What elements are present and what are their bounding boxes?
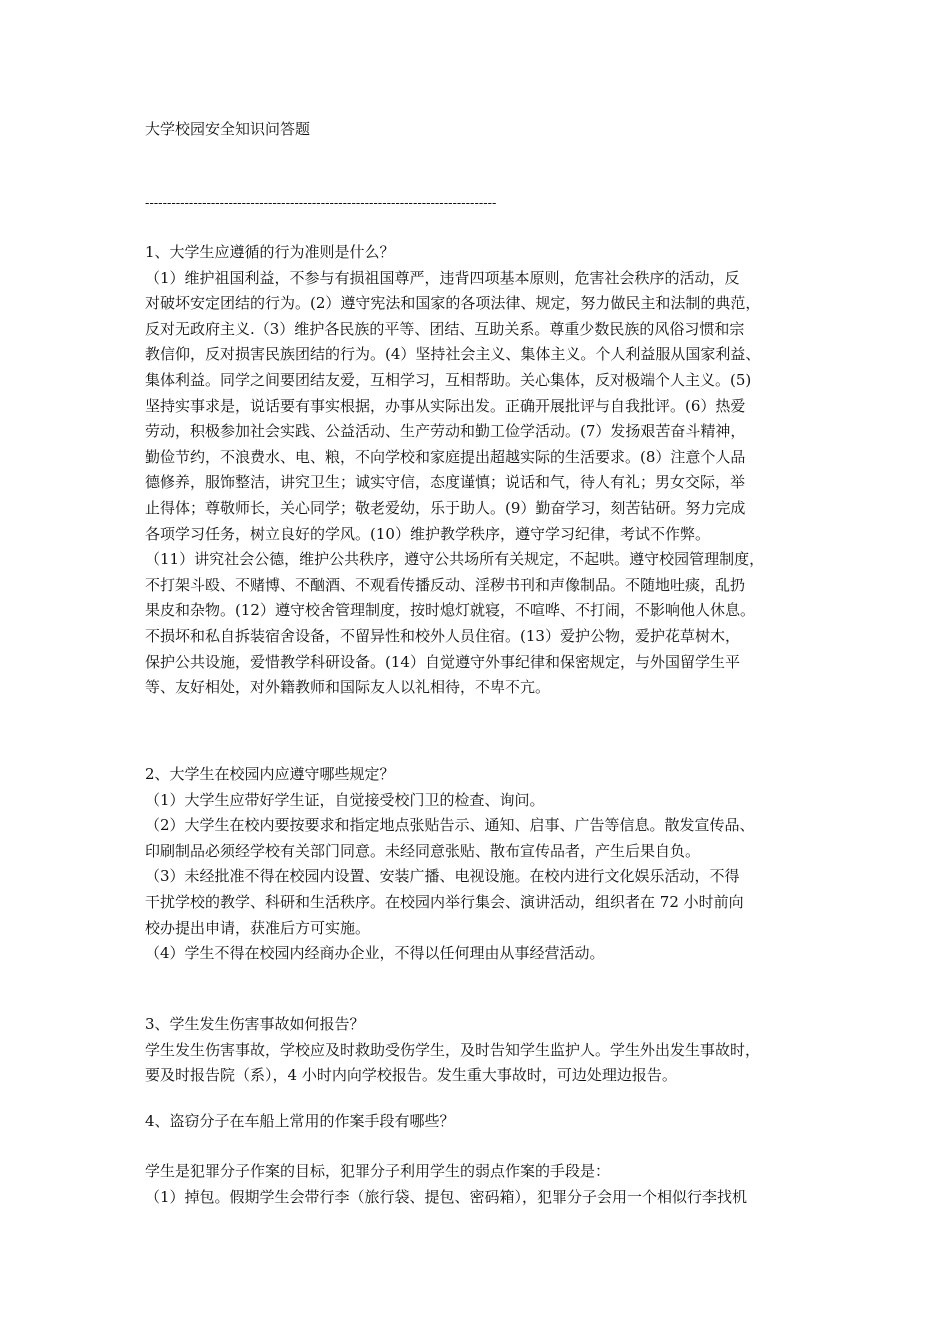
section-line: （4）学生不得在校园内经商办企业，不得以任何理由从事经营活动。 — [145, 944, 605, 963]
section-line: 坚持实事求是，说话要有事实根据，办事从实际出发。正确开展批评与自我批评。(6）热爱 — [145, 396, 746, 415]
section-line: 德修养，服饰整洁，讲究卫生；诚实守信，态度谨慎；说话和气，待人有礼；男女交际，举 — [145, 473, 746, 492]
section-line: （1）大学生应带好学生证，自觉接受校门卫的检查、询问。 — [145, 790, 545, 809]
document-title: 大学校园安全知识问答题 — [145, 120, 311, 138]
section-line: 干扰学校的教学、科研和生活秩序。在校园内举行集会、演讲活动，组织者在 72 小时前向 — [145, 892, 744, 911]
section-line: 不损坏和私自拆装宿舍设备，不留异性和校外人员住宿。(13）爱护公物，爱护花草树木， — [145, 626, 740, 645]
section-line: 等、友好相处，对外籍教师和国际友人以礼相待，不卑不亢。 — [145, 678, 551, 697]
section-line: 反对无政府主义.（3）维护各民族的平等、团结、互助关系。尊重少数民族的风俗习惯和宗 — [145, 319, 745, 338]
section-line-heading: 4、盗窃分子在车船上常用的作案手段有哪些？ — [145, 1112, 455, 1130]
section-line: 对破坏安定团结的行为。(2）遵守宪法和国家的各项法律、规定，努力做民主和法制的典范， — [145, 294, 761, 313]
section-line: 学生发生伤害事故，学校应及时救助受伤学生，及时告知学生监护人。学生外出发生事故时， — [145, 1040, 761, 1059]
section-line: 各项学习任务，树立良好的学风。(10）维护教学秩序，遵守学习纪律，考试不作弊。 — [145, 524, 710, 543]
question-4-answer — [145, 1159, 811, 1210]
section-line: （1）维护祖国利益，不参与有损祖国尊严，违背四项基本原则，危害社会秩序的活动，反 — [145, 268, 740, 287]
section-line: 勤俭节约，不浪费水、电、粮，不向学校和家庭提出超越实际的生活要求。(8）注意个人品 — [145, 447, 746, 466]
section-line: 要及时报告院（系），4 小时内向学校报告。发生重大事故时，可边处理边报告。 — [145, 1066, 677, 1085]
section-line: 印刷制品必须经学校有关部门同意。未经同意张贴、散布宣传品者，产生后果自负。 — [145, 841, 701, 860]
divider-line: -------------------------------------------------------------------------------- — [145, 196, 497, 211]
section-line-heading: 2、大学生在校园内应遵守哪些规定？ — [145, 765, 395, 783]
question-1-section — [145, 240, 811, 701]
section-line: （11）讲究社会公德，维护公共秩序，遵守公共场所有关规定，不起哄。遵守校园管理制度， — [145, 550, 765, 569]
question-3-section — [145, 1012, 811, 1089]
section-line: 果皮和杂物。(12）遵守校舍管理制度，按时熄灯就寝，不喧哗、不打闹，不影响他人休息。 — [145, 601, 755, 620]
section-line-heading: 学生是犯罪分子作案的目标，犯罪分子利用学生的弱点作案的手段是： — [145, 1162, 611, 1180]
section-line: 校办提出申请，获准后方可实施。 — [145, 918, 371, 937]
section-line: 劳动，积极参加社会实践、公益活动、生产劳动和勤工俭学活动。(7）发扬艰苦奋斗精神， — [145, 422, 746, 441]
question-4-heading — [145, 1109, 811, 1135]
question-2-section — [145, 762, 811, 967]
section-line: 保护公共设施，爱惜教学科研设备。(14）自觉遵守外事纪律和保密规定，与外国留学生平 — [145, 652, 740, 671]
section-line: （3）未经批准不得在校园内设置、安装广播、电视设施。在校内进行文化娱乐活动，不得 — [145, 867, 740, 886]
section-line: 集体利益。同学之间要团结友爱，互相学习，互相帮助。关心集体，反对极端个人主义。(5) — [145, 370, 752, 389]
section-line-heading: 1、大学生应遵循的行为准则是什么？ — [145, 243, 395, 261]
section-line: 教信仰，反对损害民族团结的行为。(4）坚持社会主义、集体主义。个人利益服从国家利益、 — [145, 345, 761, 364]
section-line-heading: 3、学生发生伤害事故如何报告？ — [145, 1015, 365, 1033]
section-line: （1）掉包。假期学生会带行李（旅行袋、提包、密码箱），犯罪分子会用一个相似行李找机 — [145, 1187, 748, 1206]
section-line: 止得体；尊敬师长，关心同学；敬老爱幼，乐于助人。(9）勤奋学习，刻苦钻研。努力完成 — [145, 498, 746, 517]
section-line: 不打架斗殴、不赌博、不酗酒、不观看传播反动、淫秽书刊和声像制品。不随地吐痰，乱扔 — [145, 575, 746, 594]
section-line: （2）大学生在校内要按要求和指定地点张贴告示、通知、启事、广告等信息。散发宣传品、 — [145, 816, 755, 835]
